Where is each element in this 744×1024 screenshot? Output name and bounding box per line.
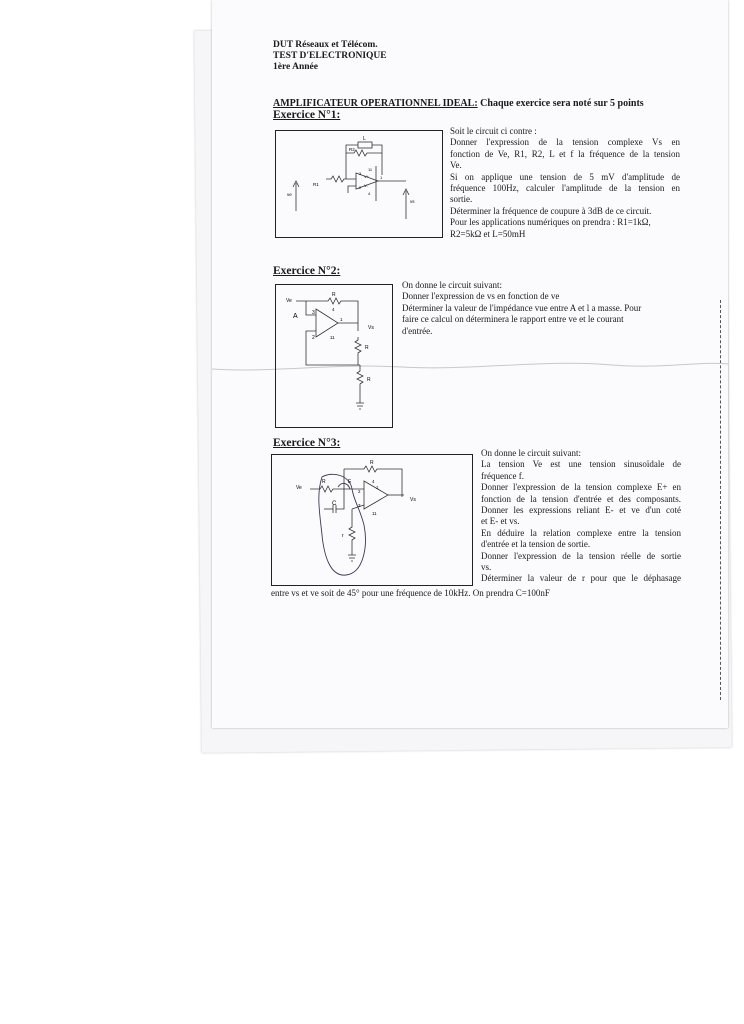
ex3-pin-2: 2 xyxy=(358,489,361,494)
ex3-title: Exercice N°3: xyxy=(273,437,341,449)
ex2-label-vs: Vs xyxy=(368,325,374,331)
ex2-title: Exercice N°2: xyxy=(273,265,341,277)
section-title: AMPLIFICATEUR OPERATIONNEL IDEAL: xyxy=(273,98,478,109)
ex2-line-3: Déterminer la valeur de l'impédance vue entre A et l a masse. Pour xyxy=(402,302,642,313)
ex3-line-12: Déterminer la valeur de r pour que le déphasage xyxy=(481,573,681,584)
ex2-pin-11: 11 xyxy=(330,335,335,340)
ex1-circuit-box xyxy=(275,130,443,238)
header-school: DUT Réseaux et Télécom. xyxy=(273,40,378,50)
ex1-line-6: fréquence 100Hz, calculer l'amplitude de la tension en xyxy=(450,183,680,194)
ex2-text xyxy=(402,280,670,337)
ex2-pin-3: 3 xyxy=(312,310,315,316)
ex1-pin-1: 1 xyxy=(380,175,383,180)
ex1-line-2: Donner l'expression de la tension complexe Vs en xyxy=(450,137,680,148)
ex1-pin-2: 2 xyxy=(359,185,362,190)
header-test: TEST D'ELECTRONIQUE xyxy=(273,51,387,61)
ex1-line-3: fonction de Ve, R1, R2, L et f la fréquence de la tension xyxy=(450,148,680,159)
ex3-text xyxy=(481,448,681,585)
ex1-label-L: L xyxy=(363,136,366,142)
ex3-line-8: En déduire la relation complexe entre la tension xyxy=(481,527,681,538)
ex3-line-10: Donner l'expression de la tension réelle de sortie xyxy=(481,550,681,561)
ex2-line-4: faire ce calcul on déterminera le rapport entre ve et le courant xyxy=(402,314,624,325)
ex3-line-4: Donner l'expression de la tension complexe E+ en xyxy=(481,482,681,493)
ex1-vplus: V+ xyxy=(364,174,370,179)
ex1-text xyxy=(450,126,680,240)
ex3-label-E: E xyxy=(348,479,352,485)
ex3-pin-3: 3 xyxy=(358,503,361,508)
ex3-line-2: La tension Ve est une tension sinusoïdale de xyxy=(481,459,681,470)
header-year: 1ère Année xyxy=(273,62,318,72)
ex2-circuit-box xyxy=(275,284,393,428)
ex1-circuit-diagram xyxy=(276,131,442,237)
ex1-pin-3: 3 xyxy=(359,171,362,176)
ex2-pin-4: 4 xyxy=(332,307,335,312)
ex1-vminus: V- xyxy=(364,183,368,188)
ex1-line-10: R2=5kΩ et L=50mH xyxy=(450,228,526,239)
ex1-line-9: Pour les applications numériques on prendra : R1=1kΩ, xyxy=(450,217,651,228)
ex3-label-vs: Vs xyxy=(410,497,416,503)
ex3-line-11: vs. xyxy=(481,562,492,573)
ex3-circuit-box xyxy=(271,454,473,586)
ex3-label-r: r xyxy=(342,533,344,539)
ex3-label-ve: Ve xyxy=(296,485,302,491)
ex2-pin-2: 2 xyxy=(312,335,315,341)
ex1-label-R2: R2 xyxy=(349,147,355,152)
ex2-circuit-diagram xyxy=(276,285,392,427)
ex2-label-A: A xyxy=(293,313,298,320)
ex3-line-6: Donner les expressions reliant E- et ve d'un coté xyxy=(481,505,681,516)
perforation-edge xyxy=(720,300,721,700)
ex1-line-5: Si on applique une tension de 5 mV d'amplitude de xyxy=(450,171,680,182)
ex3-line-9: d'entrée et la tension de sortie. xyxy=(481,539,591,550)
ex1-line-7: sortie. xyxy=(450,194,473,205)
ex1-label-vs: vs xyxy=(410,199,415,204)
ex1-pin-4: 4 xyxy=(368,191,371,196)
ex1-label-ve: ve xyxy=(287,192,292,197)
ex3-pin-4: 4 xyxy=(372,479,375,484)
ex3-circuit-diagram xyxy=(272,455,472,585)
ex3-label-R-top: R xyxy=(370,460,374,466)
section-subtitle: Chaque exercice sera noté sur 5 points xyxy=(477,98,644,109)
ex2-label-R-bot: R xyxy=(367,377,371,383)
ex2-label-ve: Ve xyxy=(286,298,292,304)
ex1-line-4: Ve. xyxy=(450,160,462,171)
ex2-label-R-mid: R xyxy=(365,345,369,351)
ex3-last-line: entre vs et ve soit de 45° pour une fréquence de 10kHz. On prendra C=100nF xyxy=(271,588,550,598)
ex2-pin-1: 1 xyxy=(340,317,343,322)
section-heading xyxy=(273,98,644,109)
ex2-line-5: d'entrée. xyxy=(402,325,433,336)
ex2-line-2: Donner l'expression de vs en fonction de ve xyxy=(402,291,560,302)
ex3-line-7: et E- et vs. xyxy=(481,516,520,527)
ex3-line-5: fonction de la tension d'entrée et des composants. xyxy=(481,493,681,504)
ex1-title: Exercice N°1: xyxy=(273,109,341,121)
ex3-line-1: On donne le circuit suivant: xyxy=(481,448,581,458)
ex3-line-3: fréquence f. xyxy=(481,470,524,481)
ex2-line-1: On donne le circuit suivant: xyxy=(402,280,502,290)
ex2-label-R-top: R xyxy=(332,292,336,298)
ex3-pin-1: 1 xyxy=(376,485,379,490)
ex3-label-C: C xyxy=(332,501,337,507)
ex1-label-R1: R1 xyxy=(313,182,319,187)
ex3-label-R-in: R xyxy=(322,479,326,485)
ex1-line-8: Déterminer la fréquence de coupure à 3dB de ce circuit. xyxy=(450,205,652,216)
ex3-pin-11: 11 xyxy=(372,511,377,516)
ex1-pin-11: 11 xyxy=(368,167,373,172)
ex1-line-1: Soit le circuit ci contre : xyxy=(450,126,537,136)
